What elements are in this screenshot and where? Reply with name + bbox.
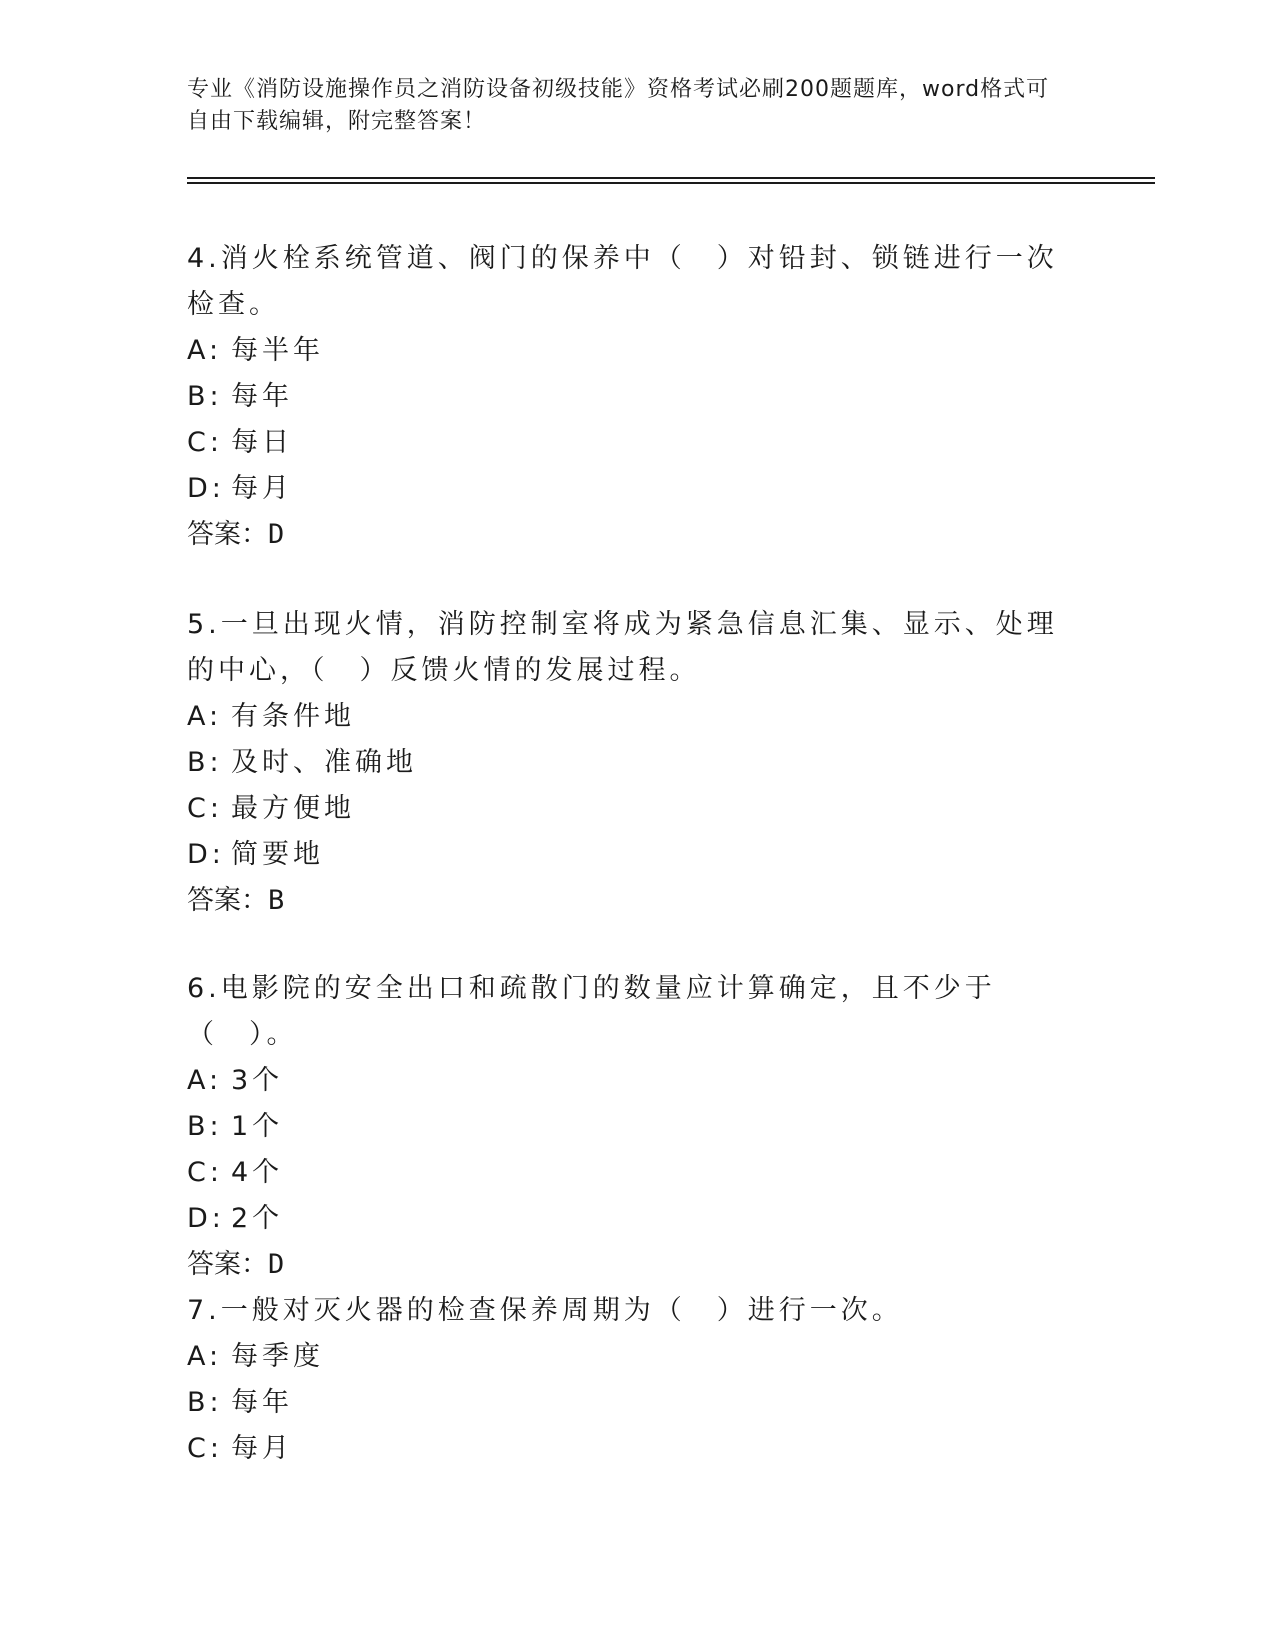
answer-value: D: [268, 1249, 285, 1280]
header-rule-bottom: [187, 182, 1155, 184]
question-text: 6.电影院的安全出口和疏散门的数量应计算确定，且不少于（ ）。: [187, 973, 996, 1050]
answer-label: 答案：: [187, 1249, 268, 1280]
answer-value: B: [268, 885, 285, 916]
option-a: [187, 1334, 1087, 1380]
option-text: 最方便地: [231, 793, 355, 824]
option-a: [187, 328, 1087, 374]
option-c: [187, 420, 1087, 466]
answer-label: 答案：: [187, 519, 268, 550]
answer-value: D: [268, 519, 285, 550]
option-text: 每年: [231, 381, 293, 412]
option-letter: D:: [187, 839, 225, 870]
option-text: 每半年: [231, 335, 324, 366]
option-text: 1个: [231, 1111, 284, 1142]
answer-label: 答案：: [187, 885, 268, 916]
header-rule-top: [187, 177, 1155, 179]
option-letter: A:: [187, 335, 223, 366]
option-text: 4个: [231, 1157, 284, 1188]
document-intro: 专业《消防设施操作员之消防设备初级技能》资格考试必刷200题题库，word格式可自由下载编辑，附完整答案！: [187, 77, 1050, 134]
option-b: [187, 1380, 1087, 1426]
option-d: [187, 832, 1087, 878]
option-a: [187, 694, 1087, 740]
option-letter: B:: [187, 1387, 223, 1418]
option-c: [187, 1426, 1087, 1472]
option-text: 每季度: [231, 1341, 324, 1372]
option-letter: C:: [187, 793, 223, 824]
option-d: [187, 1196, 1087, 1242]
option-letter: B:: [187, 1111, 223, 1142]
question-7: [187, 1288, 1087, 1472]
option-text: 有条件地: [231, 701, 355, 732]
option-c: [187, 786, 1087, 832]
question-text: 4.消火栓系统管道、阀门的保养中（ ）对铅封、锁链进行一次检查。: [187, 243, 1058, 320]
option-letter: C:: [187, 427, 223, 458]
option-letter: C:: [187, 1433, 223, 1464]
option-text: 2个: [231, 1203, 284, 1234]
option-text: 3个: [231, 1065, 284, 1096]
option-letter: C:: [187, 1157, 223, 1188]
option-text: 每日: [231, 427, 293, 458]
option-letter: A:: [187, 1341, 223, 1372]
option-b: [187, 740, 1087, 786]
option-letter: A:: [187, 1065, 223, 1096]
option-letter: A:: [187, 701, 223, 732]
option-letter: B:: [187, 747, 223, 778]
option-b: [187, 1104, 1087, 1150]
question-5: [187, 602, 1087, 924]
option-d: [187, 466, 1087, 512]
question-6: [187, 966, 1087, 1288]
question-4: [187, 236, 1087, 558]
option-text: 每月: [231, 1433, 293, 1464]
option-text: 每月: [231, 473, 293, 504]
option-letter: D:: [187, 473, 225, 504]
option-letter: D:: [187, 1203, 225, 1234]
option-text: 及时、准确地: [231, 747, 417, 778]
option-a: [187, 1058, 1087, 1104]
answer-line: [187, 1242, 1087, 1288]
option-b: [187, 374, 1087, 420]
option-text: 每年: [231, 1387, 293, 1418]
answer-line: [187, 512, 1087, 558]
answer-line: [187, 878, 1087, 924]
question-text: 7.一般对灭火器的检查保养周期为（ ）进行一次。: [187, 1295, 903, 1326]
question-text: 5.一旦出现火情，消防控制室将成为紧急信息汇集、显示、处理的中心，（ ）反馈火情的发展过程。: [187, 609, 1058, 686]
option-text: 简要地: [231, 839, 324, 870]
option-letter: B:: [187, 381, 223, 412]
option-c: [187, 1150, 1087, 1196]
